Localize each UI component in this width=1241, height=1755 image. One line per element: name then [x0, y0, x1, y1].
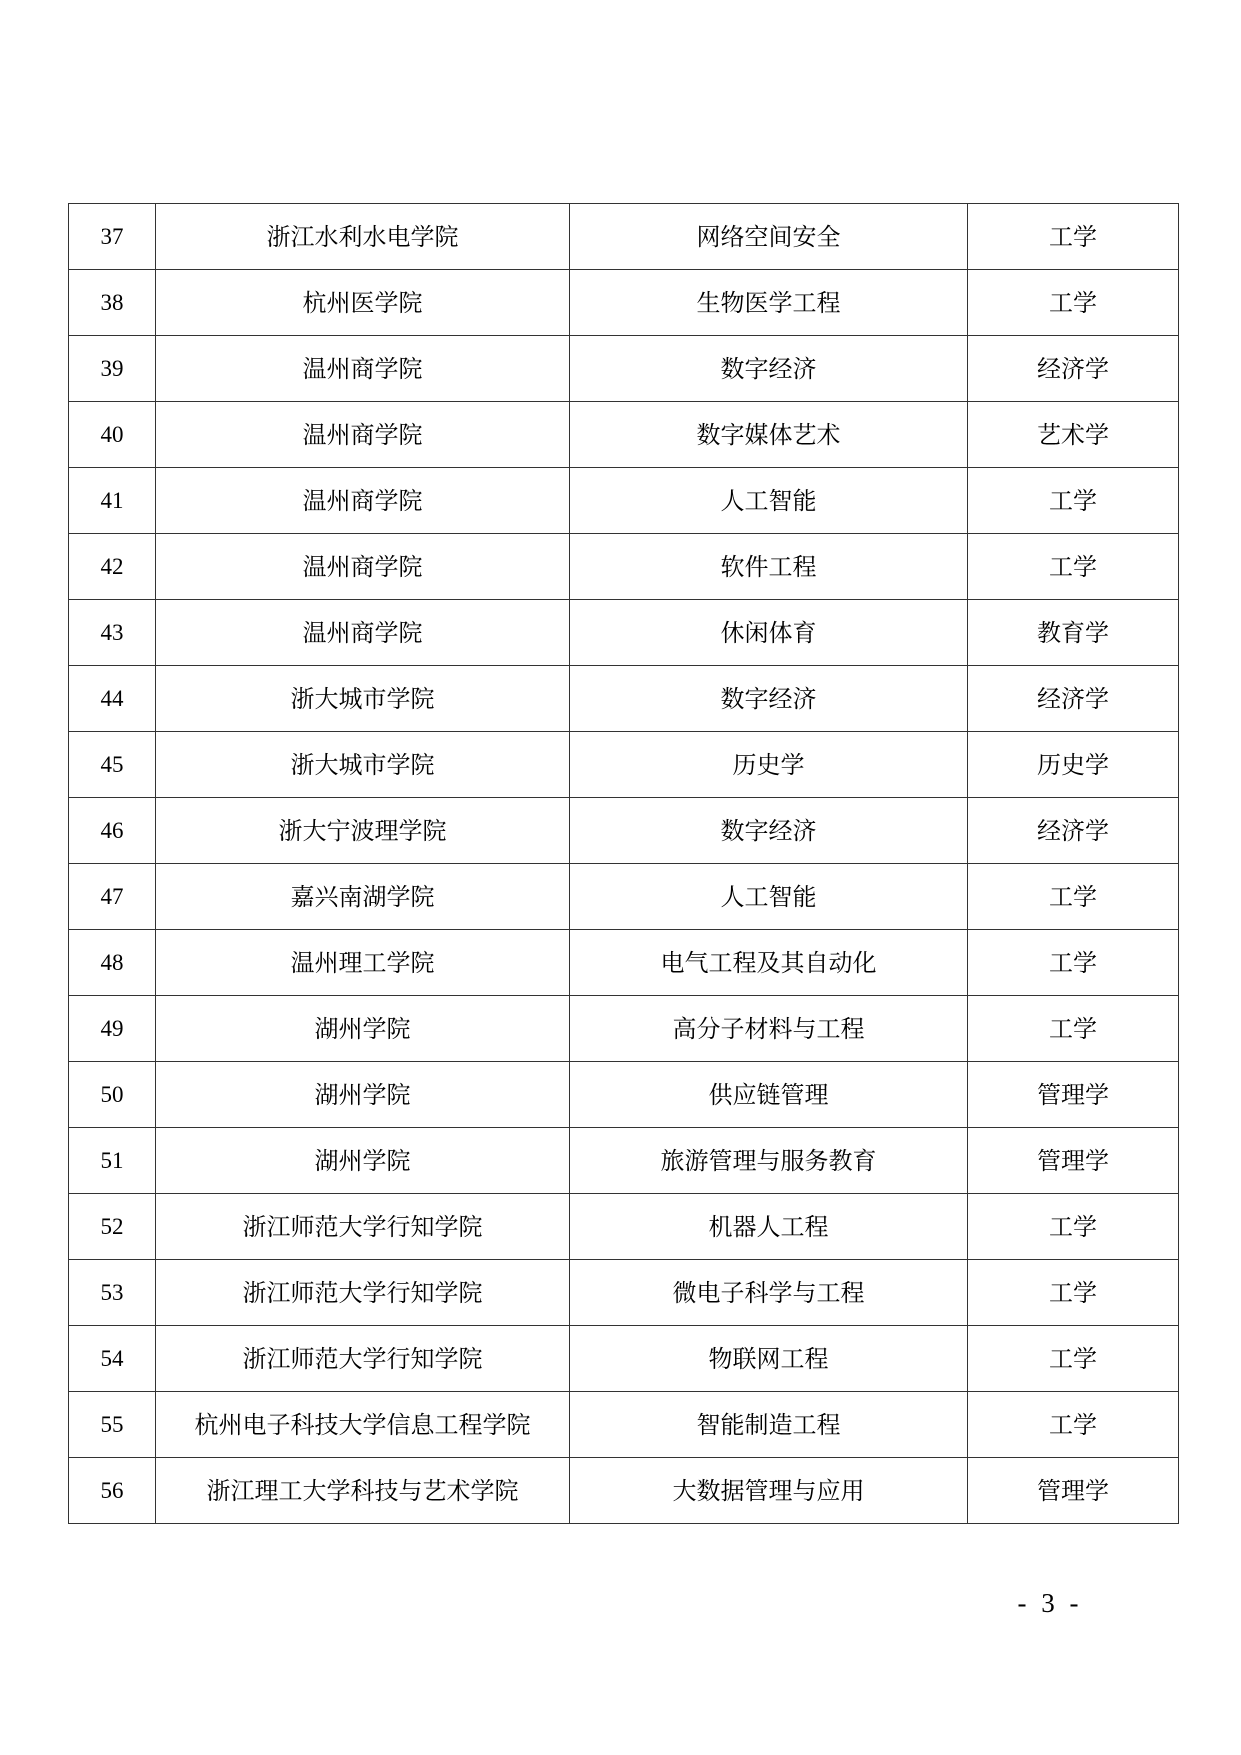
table-row: [69, 1392, 1179, 1458]
discipline-category-cell: 管理学: [968, 1062, 1179, 1128]
school-name-cell: 浙江师范大学行知学院: [156, 1260, 570, 1326]
discipline-category-cell: 工学: [968, 996, 1179, 1062]
row-number-cell: 38: [69, 270, 156, 336]
major-name-cell: 人工智能: [570, 468, 968, 534]
row-number-cell: 51: [69, 1128, 156, 1194]
page-number: - 3 -: [1017, 1588, 1083, 1618]
major-name-cell: 休闲体育: [570, 600, 968, 666]
table-row: [69, 1194, 1179, 1260]
row-number-cell: 52: [69, 1194, 156, 1260]
row-number-cell: 45: [69, 732, 156, 798]
discipline-category-cell: 经济学: [968, 666, 1179, 732]
school-name-cell: 湖州学院: [156, 1128, 570, 1194]
table-row: [69, 732, 1179, 798]
major-name-cell: 智能制造工程: [570, 1392, 968, 1458]
table-row: [69, 1326, 1179, 1392]
table-row: [69, 1260, 1179, 1326]
row-number-cell: 54: [69, 1326, 156, 1392]
major-name-cell: 机器人工程: [570, 1194, 968, 1260]
major-list-table: [68, 203, 1179, 1524]
school-name-cell: 嘉兴南湖学院: [156, 864, 570, 930]
discipline-category-cell: 工学: [968, 1392, 1179, 1458]
discipline-category-cell: 工学: [968, 1326, 1179, 1392]
table-row: [69, 864, 1179, 930]
row-number-cell: 43: [69, 600, 156, 666]
table-row: [69, 930, 1179, 996]
table-row: [69, 996, 1179, 1062]
major-name-cell: 电气工程及其自动化: [570, 930, 968, 996]
discipline-category-cell: 教育学: [968, 600, 1179, 666]
discipline-category-cell: 工学: [968, 204, 1179, 270]
table-row: [69, 666, 1179, 732]
major-name-cell: 大数据管理与应用: [570, 1458, 968, 1524]
row-number-cell: 41: [69, 468, 156, 534]
table-body: [69, 204, 1179, 1524]
school-name-cell: 温州商学院: [156, 468, 570, 534]
row-number-cell: 49: [69, 996, 156, 1062]
table-row: [69, 600, 1179, 666]
school-name-cell: 温州商学院: [156, 534, 570, 600]
discipline-category-cell: 工学: [968, 270, 1179, 336]
major-name-cell: 软件工程: [570, 534, 968, 600]
school-name-cell: 温州商学院: [156, 336, 570, 402]
row-number-cell: 55: [69, 1392, 156, 1458]
discipline-category-cell: 艺术学: [968, 402, 1179, 468]
row-number-cell: 56: [69, 1458, 156, 1524]
discipline-category-cell: 管理学: [968, 1128, 1179, 1194]
row-number-cell: 39: [69, 336, 156, 402]
school-name-cell: 浙江理工大学科技与艺术学院: [156, 1458, 570, 1524]
table-row: [69, 204, 1179, 270]
row-number-cell: 44: [69, 666, 156, 732]
major-name-cell: 高分子材料与工程: [570, 996, 968, 1062]
table-row: [69, 336, 1179, 402]
school-name-cell: 浙大宁波理学院: [156, 798, 570, 864]
major-name-cell: 旅游管理与服务教育: [570, 1128, 968, 1194]
table-row: [69, 534, 1179, 600]
school-name-cell: 浙江师范大学行知学院: [156, 1326, 570, 1392]
row-number-cell: 42: [69, 534, 156, 600]
discipline-category-cell: 经济学: [968, 336, 1179, 402]
school-name-cell: 温州商学院: [156, 600, 570, 666]
school-name-cell: 温州商学院: [156, 402, 570, 468]
major-name-cell: 历史学: [570, 732, 968, 798]
row-number-cell: 40: [69, 402, 156, 468]
major-name-cell: 数字经济: [570, 336, 968, 402]
row-number-cell: 48: [69, 930, 156, 996]
major-name-cell: 物联网工程: [570, 1326, 968, 1392]
school-name-cell: 温州理工学院: [156, 930, 570, 996]
major-name-cell: 数字经济: [570, 666, 968, 732]
school-name-cell: 浙江师范大学行知学院: [156, 1194, 570, 1260]
major-name-cell: 微电子科学与工程: [570, 1260, 968, 1326]
school-name-cell: 湖州学院: [156, 996, 570, 1062]
row-number-cell: 37: [69, 204, 156, 270]
table-row: [69, 270, 1179, 336]
row-number-cell: 50: [69, 1062, 156, 1128]
table-row: [69, 1458, 1179, 1524]
table-row: [69, 468, 1179, 534]
discipline-category-cell: 历史学: [968, 732, 1179, 798]
discipline-category-cell: 工学: [968, 1194, 1179, 1260]
school-name-cell: 杭州医学院: [156, 270, 570, 336]
table-row: [69, 798, 1179, 864]
row-number-cell: 47: [69, 864, 156, 930]
school-name-cell: 浙江水利水电学院: [156, 204, 570, 270]
major-name-cell: 网络空间安全: [570, 204, 968, 270]
discipline-category-cell: 经济学: [968, 798, 1179, 864]
discipline-category-cell: 工学: [968, 1260, 1179, 1326]
discipline-category-cell: 管理学: [968, 1458, 1179, 1524]
table-row: [69, 1128, 1179, 1194]
row-number-cell: 53: [69, 1260, 156, 1326]
table-row: [69, 402, 1179, 468]
discipline-category-cell: 工学: [968, 864, 1179, 930]
school-name-cell: 浙大城市学院: [156, 732, 570, 798]
major-name-cell: 数字媒体艺术: [570, 402, 968, 468]
discipline-category-cell: 工学: [968, 534, 1179, 600]
discipline-category-cell: 工学: [968, 468, 1179, 534]
school-name-cell: 浙大城市学院: [156, 666, 570, 732]
row-number-cell: 46: [69, 798, 156, 864]
major-name-cell: 人工智能: [570, 864, 968, 930]
table-row: [69, 1062, 1179, 1128]
discipline-category-cell: 工学: [968, 930, 1179, 996]
major-name-cell: 数字经济: [570, 798, 968, 864]
school-name-cell: 湖州学院: [156, 1062, 570, 1128]
major-name-cell: 生物医学工程: [570, 270, 968, 336]
school-name-cell: 杭州电子科技大学信息工程学院: [156, 1392, 570, 1458]
major-name-cell: 供应链管理: [570, 1062, 968, 1128]
